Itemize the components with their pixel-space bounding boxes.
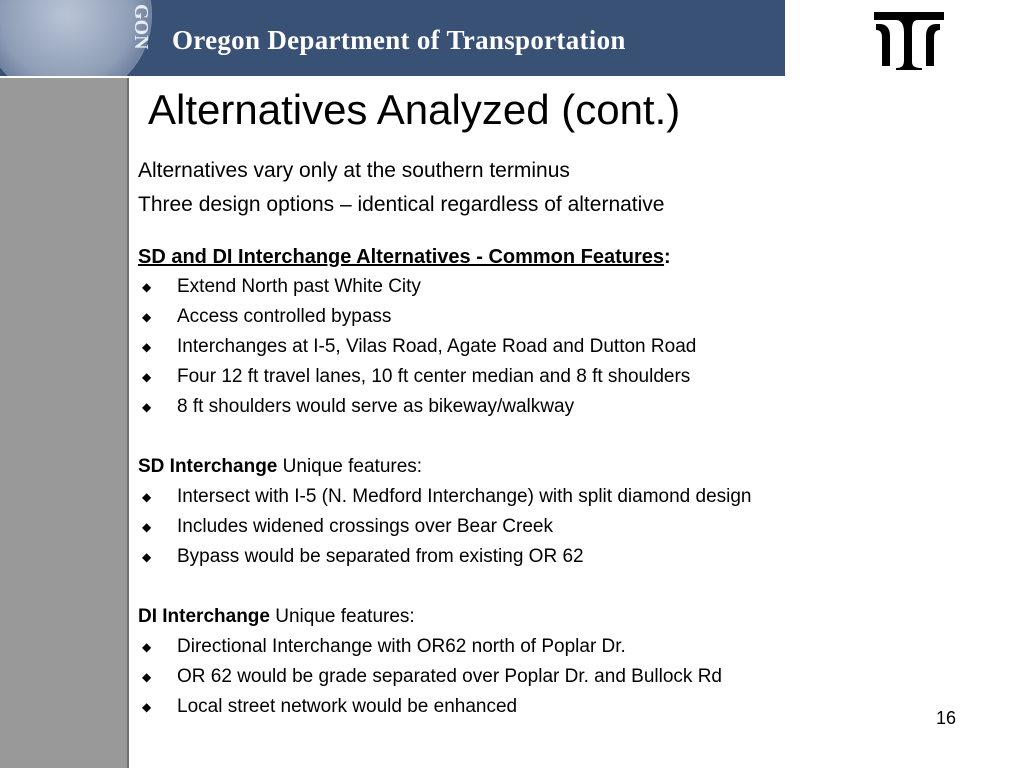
list-item-text: Access controlled bypass	[177, 306, 392, 327]
odot-logo-icon	[868, 4, 948, 72]
list-item	[138, 272, 998, 302]
list-item-text: Interchanges at I-5, Vilas Road, Agate Road and Dutton Road	[177, 336, 697, 357]
list-item	[138, 392, 998, 422]
intro-line: Three design options – identical regardless of alternative	[138, 193, 665, 216]
list-item	[138, 542, 998, 572]
list-item-text: Bypass would be separated from existing OR 62	[177, 546, 584, 567]
intro-line: Alternatives vary only at the southern terminus	[138, 159, 570, 182]
diamond-bullet-icon: ◆	[142, 490, 152, 504]
page-number: 16	[936, 708, 957, 728]
left-sidebar-bar	[0, 78, 129, 768]
list-item-text: Includes widened crossings over Bear Creek	[177, 516, 553, 537]
heading-colon: :	[664, 246, 671, 268]
list-item	[138, 302, 998, 332]
diamond-bullet-icon: ◆	[142, 340, 152, 354]
di-heading-rest: Unique features:	[269, 606, 415, 627]
list-item	[138, 632, 998, 662]
seal-text: GON	[130, 4, 152, 50]
list-item	[138, 362, 998, 392]
list-item-text: 8 ft shoulders would serve as bikeway/walkway	[177, 396, 575, 417]
header-banner	[0, 0, 785, 76]
list-item-text: Local street network would be enhanced	[177, 696, 518, 717]
sd-heading-bold: SD Interchange	[138, 456, 278, 477]
diamond-bullet-icon: ◆	[142, 400, 152, 414]
di-features-list	[138, 632, 998, 722]
diamond-bullet-icon: ◆	[142, 640, 152, 654]
list-item	[138, 692, 998, 722]
list-item-text: Extend North past White City	[177, 276, 421, 297]
slide-title: Alternatives Analyzed (cont.)	[148, 86, 681, 133]
agency-name: Oregon Department of Transportation	[172, 25, 626, 55]
list-item-text: Directional Interchange with OR62 north of Poplar Dr.	[177, 636, 626, 657]
list-item-text: Four 12 ft travel lanes, 10 ft center median and 8 ft shoulders	[177, 366, 691, 387]
common-features-heading	[138, 242, 998, 272]
slide-content	[138, 154, 998, 722]
diamond-bullet-icon: ◆	[142, 520, 152, 534]
common-features-heading-text: SD and DI Interchange Alternatives - Common Features	[138, 246, 665, 268]
di-interchange-heading	[138, 602, 998, 632]
list-item-text: OR 62 would be grade separated over Poplar Dr. and Bullock Rd	[177, 666, 722, 687]
diamond-bullet-icon: ◆	[142, 700, 152, 714]
list-item-text: Intersect with I-5 (N. Medford Interchange) with split diamond design	[177, 486, 752, 507]
diamond-bullet-icon: ◆	[142, 280, 152, 294]
list-item	[138, 662, 998, 692]
list-item	[138, 512, 998, 542]
diamond-bullet-icon: ◆	[142, 310, 152, 324]
common-features-list	[138, 272, 998, 422]
sd-features-list	[138, 482, 998, 572]
sd-interchange-heading	[138, 452, 998, 482]
diamond-bullet-icon: ◆	[142, 670, 152, 684]
di-heading-bold: DI Interchange	[138, 606, 270, 627]
list-item	[138, 332, 998, 362]
diamond-bullet-icon: ◆	[142, 550, 152, 564]
list-item	[138, 482, 998, 512]
sd-heading-rest: Unique features:	[277, 456, 423, 477]
diamond-bullet-icon: ◆	[142, 370, 152, 384]
